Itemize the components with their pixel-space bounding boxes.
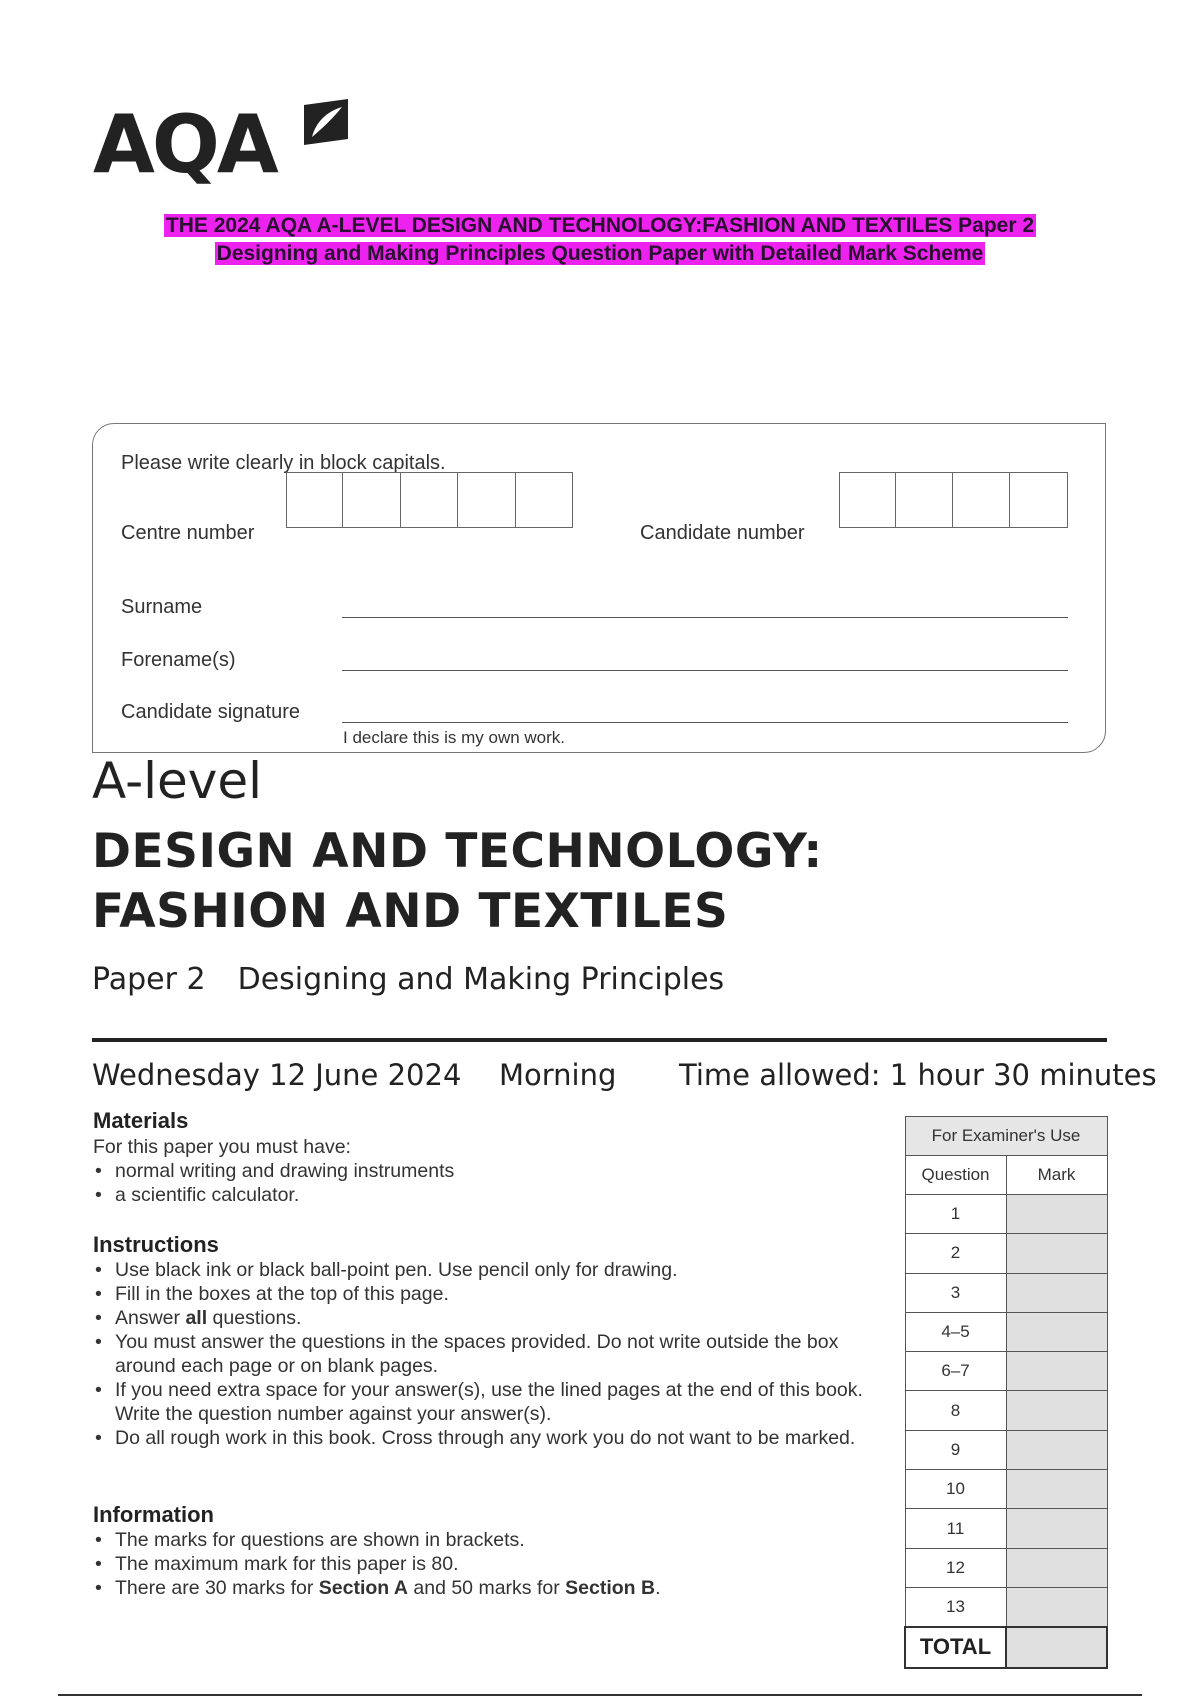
centre-number-digit[interactable]	[516, 472, 573, 528]
question-number: 4–5	[905, 1312, 1006, 1351]
question-number: 1	[905, 1195, 1006, 1234]
page-bottom-rule	[58, 1694, 1142, 1696]
examiners-use-title: For Examiner's Use	[905, 1117, 1107, 1156]
candidate-number-digit[interactable]	[896, 472, 953, 528]
list-item: • Fill in the boxes at the top of this page.	[93, 1282, 883, 1306]
question-number: 2	[905, 1234, 1006, 1273]
highlighted-document-title	[60, 212, 1140, 268]
aqa-logo: AQA	[93, 98, 276, 191]
question-number: 8	[905, 1391, 1006, 1430]
question-number: 12	[905, 1548, 1006, 1587]
block-capitals-instruction: Please write clearly in block capitals.	[121, 452, 446, 474]
centre-number-digit[interactable]	[401, 472, 458, 528]
list-item: • You must answer the questions in the spaces provided. Do not write outside the box around each page or on blank pages.	[93, 1330, 883, 1378]
materials-list	[93, 1159, 853, 1207]
centre-number-boxes	[286, 472, 573, 528]
exam-session: Morning	[499, 1058, 617, 1092]
emphasis-text: Section A	[318, 1577, 408, 1599]
subject-title-line-2: FASHION AND TEXTILES	[92, 884, 729, 939]
mark-cell	[1006, 1509, 1107, 1548]
instructions-list	[93, 1258, 883, 1450]
question-number: 9	[905, 1430, 1006, 1469]
title-divider	[92, 1038, 1107, 1042]
information-list	[93, 1528, 883, 1600]
mark-cell	[1006, 1470, 1107, 1509]
centre-number-digit[interactable]	[343, 472, 401, 528]
time-allowed: Time allowed: 1 hour 30 minutes	[679, 1058, 1157, 1092]
paper-title	[92, 962, 724, 997]
materials-intro: For this paper you must have:	[93, 1136, 351, 1158]
candidate-number-digit[interactable]	[839, 472, 896, 528]
mark-column-header: Mark	[1006, 1156, 1107, 1195]
total-label: TOTAL	[905, 1627, 1006, 1667]
subject-title-line-1: DESIGN AND TECHNOLOGY:	[92, 824, 823, 879]
materials-heading: Materials	[93, 1108, 189, 1133]
candidate-number-digit[interactable]	[953, 472, 1010, 528]
candidate-number-boxes	[839, 472, 1068, 528]
list-item: • normal writing and drawing instruments	[93, 1159, 853, 1183]
own-work-declaration: I declare this is my own work.	[343, 728, 566, 747]
surname-line[interactable]	[342, 617, 1068, 618]
candidate-number-label: Candidate number	[640, 522, 805, 544]
list-item: • a scientific calculator.	[93, 1183, 853, 1207]
forenames-label: Forename(s)	[121, 649, 236, 671]
paper-name: Designing and Making Principles	[237, 962, 725, 997]
aqa-logo-mark-icon	[298, 95, 354, 151]
list-item: • The marks for questions are shown in brackets.	[93, 1528, 883, 1552]
list-item: • There are 30 marks for Section A and 50 marks for Section B.	[93, 1576, 883, 1600]
list-item: • The maximum mark for this paper is 80.	[93, 1552, 883, 1576]
exam-date: Wednesday 12 June 2024	[92, 1058, 462, 1092]
question-number: 3	[905, 1273, 1006, 1312]
emphasis-text: Section B	[565, 1577, 656, 1599]
highlighted-title-line-1: THE 2024 AQA A-LEVEL DESIGN AND TECHNOLOGY:FASHION AND TEXTILES Paper 2	[165, 214, 1035, 237]
forenames-line[interactable]	[342, 670, 1068, 671]
list-item: • If you need extra space for your answer(s), use the lined pages at the end of this book. Write the question number against your answer(s).	[93, 1378, 883, 1426]
question-number: 13	[905, 1587, 1006, 1627]
candidate-number-digit[interactable]	[1010, 472, 1068, 528]
question-column-header: Question	[905, 1156, 1006, 1195]
mark-cell	[1006, 1548, 1107, 1587]
question-number: 11	[905, 1509, 1006, 1548]
mark-cell	[1006, 1273, 1107, 1312]
candidate-signature-label: Candidate signature	[121, 701, 301, 723]
list-item: • Answer all questions.	[93, 1306, 883, 1330]
paper-number: Paper 2	[92, 962, 206, 997]
information-heading: Information	[93, 1502, 214, 1527]
mark-cell	[1006, 1312, 1107, 1351]
centre-number-digit[interactable]	[458, 472, 516, 528]
mark-cell	[1006, 1430, 1107, 1469]
surname-label: Surname	[121, 596, 203, 618]
highlighted-title-line-2: Designing and Making Principles Question Paper with Detailed Mark Scheme	[216, 242, 984, 265]
mark-cell	[1006, 1234, 1107, 1273]
question-number: 10	[905, 1470, 1006, 1509]
qualification-level: A-level	[92, 752, 263, 810]
mark-cell	[1006, 1391, 1107, 1430]
subject-title	[92, 822, 823, 942]
instructions-heading: Instructions	[93, 1232, 219, 1257]
centre-number-digit[interactable]	[286, 472, 343, 528]
centre-number-label: Centre number	[121, 522, 255, 544]
question-number: 6–7	[905, 1352, 1006, 1391]
signature-line[interactable]	[342, 722, 1068, 723]
mark-cell	[1006, 1587, 1107, 1627]
mark-cell	[1006, 1352, 1107, 1391]
examiners-use-table	[904, 1116, 1108, 1669]
list-item: • Do all rough work in this book. Cross through any work you do not want to be marked.	[93, 1426, 883, 1450]
list-item: • Use black ink or black ball-point pen. Use pencil only for drawing.	[93, 1258, 883, 1282]
mark-cell	[1006, 1195, 1107, 1234]
total-mark-cell	[1006, 1627, 1107, 1667]
emphasis-text: all	[185, 1307, 208, 1329]
